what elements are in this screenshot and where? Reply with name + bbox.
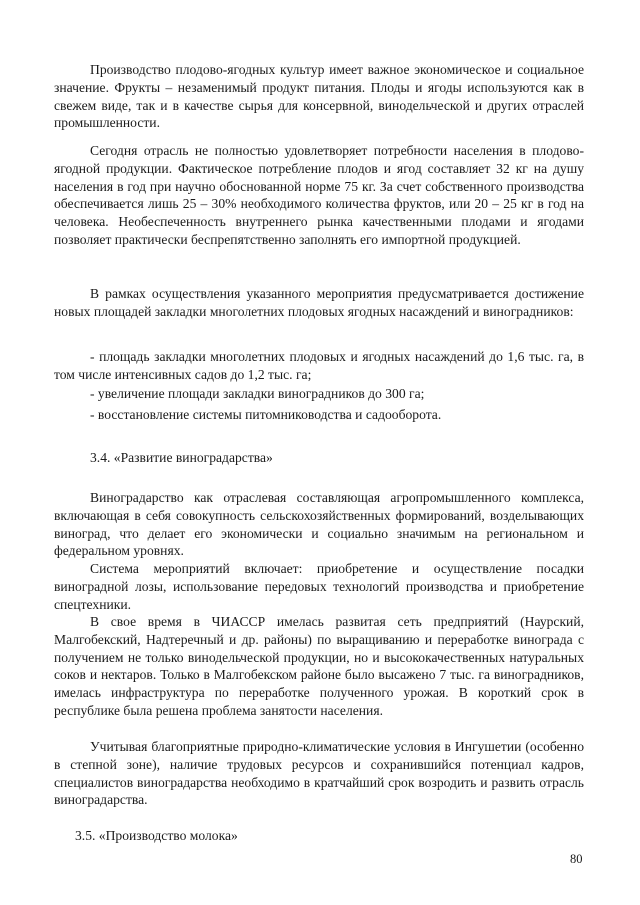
list-item: - площадь закладки многолетних плодовых и ягодных насаждений до 1,6 тыс. га, в том числе интенсивных садов до 1,2 тыс. га;: [54, 349, 584, 382]
paragraph-planting-goals: В рамках осуществления указанного мероприятия предусматривается достижение новых площадей закладки многолетних плодовых ягодных насаждений и виноградников:: [54, 286, 584, 319]
section-heading-milk: 3.5. «Производство молока»: [75, 828, 238, 843]
paragraph-measures: Система мероприятий включает: приобретение и осуществление посадки виноградной лозы, использование передовых технологий производства и приобретение спецтехники.: [54, 561, 584, 612]
list-item: - увеличение площади закладки виноградников до 300 га;: [90, 386, 425, 401]
paragraph-chiassr-history: В свое время в ЧИАССР имелась развитая сеть предприятий (Наурский, Малгобекский, Надтеречный и др. районы) по выращиванию и переработке винограда с получением не только винодельческой продукции, но и высококачественных натуральных соков и нектаров. Только в Малгобекском районе было высажено 7 тыс. га виноградников, имелась инфраструктура по переработке полученного урожая. В короткий срок в республике была решена проблема занятости населения.: [54, 614, 584, 718]
page-number: 80: [570, 852, 583, 866]
paragraph-fruit-importance: Производство плодово-ягодных культур имеет важное экономическое и социальное значение. Фрукты – незаменимый продукт питания. Плоды и ягоды используются как в свежем виде, так и в качестве сырья для консервной, винодельческой и других отраслей промышленности.: [54, 62, 584, 131]
section-heading-viticulture: 3.4. «Развитие виноградарства»: [90, 450, 273, 465]
paragraph-viticulture-definition: Виноградарство как отраслевая составляющая агропромышленного комплекса, включающая в себя совокупность сельскохозяйственных формирований, возделывающих виноград, что делает его экономически и социально значимым на региональном и федеральном уровнях.: [54, 490, 584, 559]
list-item: - восстановление системы питомниководства и садооборота.: [90, 407, 442, 422]
paragraph-ingushetia-conditions: Учитывая благоприятные природно-климатические условия в Ингушетии (особенно в степной зоне), наличие трудовых ресурсов и сохранившийся потенциал кадров, специалистов виноградарства необходимо в кратчайший срок возродить и развить отрасль виноградарства.: [54, 739, 584, 808]
paragraph-fruit-consumption: Сегодня отрасль не полностью удовлетворяет потребности населения в плодово-ягодной продукции. Фактическое потребление плодов и ягод составляет 32 кг на душу населения в год при научно обоснованной норме 75 кг. За счет собственного производства обеспечивается лишь 25 – 30% необходимого количества фруктов, или 20 – 25 кг в год на человека. Необеспеченность внутреннего рынка качественными плодами и ягодами позволяет практически беспрепятственно заполнять его импортной продукцией.: [54, 143, 584, 247]
